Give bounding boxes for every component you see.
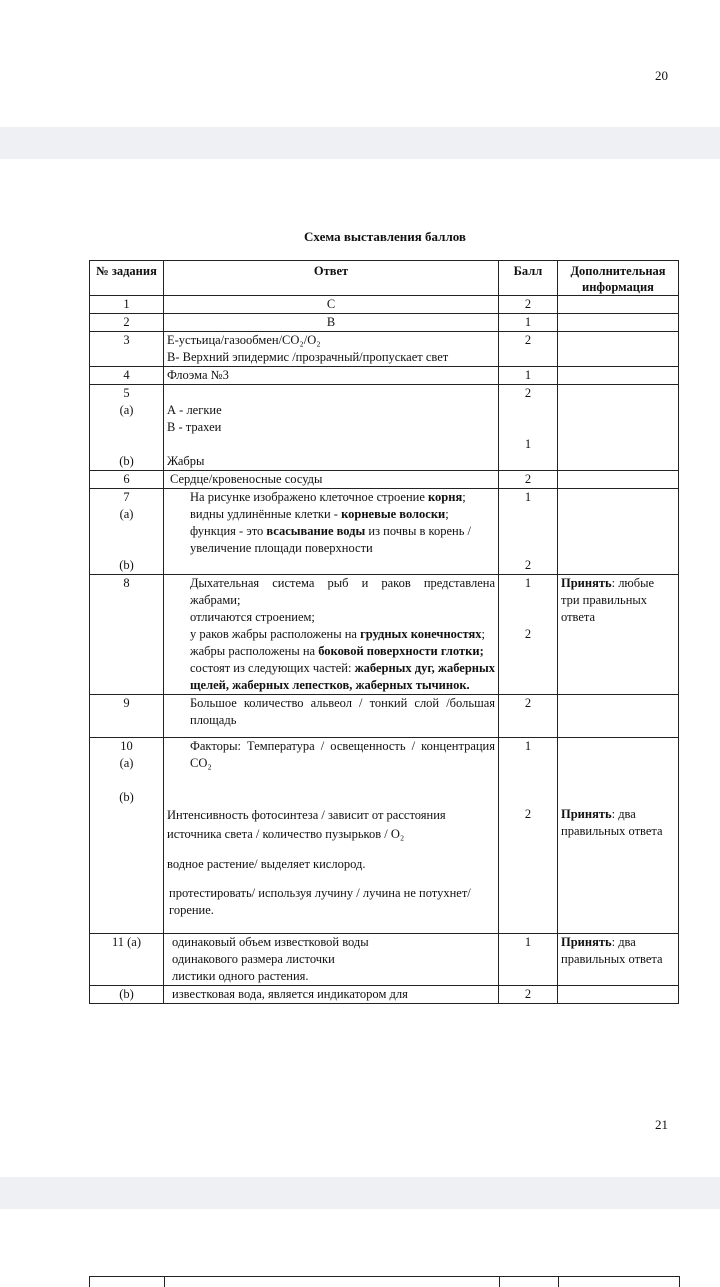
score-b: 1	[524, 437, 532, 451]
sub-label: (a)	[119, 507, 134, 521]
page-gap	[0, 127, 720, 159]
task-number: 8	[90, 575, 164, 695]
page-gap	[0, 1177, 720, 1209]
sub-label: (a)	[119, 403, 134, 417]
score-b: 2	[524, 627, 532, 641]
info-cell	[558, 986, 679, 1004]
table-row	[90, 489, 679, 575]
task-number: 2	[90, 314, 164, 332]
info-cell	[558, 332, 679, 367]
answer-line: Сердце/кровеносные сосуды	[170, 472, 323, 486]
answer-line: Е-устьица/газообмен/CO₂/O₂	[167, 333, 321, 347]
task-number: (b)	[90, 986, 164, 1004]
answer-cell	[164, 332, 499, 367]
info-cell	[558, 471, 679, 489]
table-row	[90, 367, 679, 385]
task-number	[90, 489, 164, 575]
task-number-main: 10	[120, 739, 133, 753]
answer-line: водное растение/ выделяет кислород.	[167, 857, 366, 871]
task-number	[90, 385, 164, 471]
header-task-number: № задания	[90, 261, 164, 296]
answer-line: состоят из следующих частей: жаберных дуг, жаберных щелей, жаберных лепестков, жаберных тычинок.	[190, 661, 496, 692]
answer-line: жабры расположены на боковой поверхности глотки;	[190, 644, 484, 658]
answer-line: отличаются строением;	[190, 610, 315, 624]
task-number: 6	[90, 471, 164, 489]
table-row	[90, 575, 679, 695]
answer-line: А - легкие	[167, 403, 222, 417]
table-row	[90, 385, 679, 471]
task-number: 4	[90, 367, 164, 385]
task-number-main: 5	[123, 386, 130, 400]
answer-line: видны удлинённые клетки - корневые волоски;	[190, 507, 449, 521]
task-number-main: 7	[123, 490, 130, 504]
answer-line: В - трахеи	[167, 420, 222, 434]
task-number: 1	[90, 296, 164, 314]
answer-line: Дыхательная система рыб и раков представлена жабрами;	[190, 576, 495, 607]
score-cell: 2	[499, 471, 558, 489]
sub-label: (b)	[119, 790, 134, 804]
task-number: 3	[90, 332, 164, 367]
score-cell	[499, 738, 558, 934]
score-a: 1	[524, 739, 532, 753]
score-a: 2	[524, 386, 532, 400]
answer-cell	[164, 934, 499, 986]
task-number: 11 (a)	[90, 934, 164, 986]
score-cell	[499, 489, 558, 575]
answer-cell	[164, 738, 499, 934]
answer-cell: Большое количество альвеол / тонкий слой /большая площадь	[164, 695, 499, 738]
answer-line: На рисунке изображено клеточное строение корня;	[190, 490, 466, 504]
answer-line: листики одного растения.	[172, 969, 309, 983]
answer-line: одинаковый объем известковой воды	[172, 935, 369, 949]
info-cell	[558, 695, 679, 738]
page-number-top: 20	[655, 68, 668, 83]
score-a: 1	[524, 576, 532, 590]
table-row	[90, 986, 679, 1004]
task-number	[90, 738, 164, 934]
info-cell	[558, 296, 679, 314]
score-b: 2	[524, 558, 532, 572]
answer-cell: известковая вода, является индикатором для	[164, 986, 499, 1004]
answer-line: одинакового размера листочки	[172, 952, 335, 966]
header-additional-info: Дополнительная информация	[558, 261, 679, 296]
answer-line: Интенсивность фотосинтеза / зависит от расстояния источника света / количество пузырьков / O₂	[167, 808, 446, 841]
header-answer: Ответ	[164, 261, 499, 296]
table-row	[90, 471, 679, 489]
answer-cell	[164, 385, 499, 471]
task-number: 9	[90, 695, 164, 738]
answer-cell	[164, 471, 499, 489]
answer-line: Факторы: Температура / освещенность / концентрация CO₂	[190, 739, 495, 770]
scoring-table	[89, 260, 679, 1004]
answer-cell: C	[164, 296, 499, 314]
score-b: 2	[524, 807, 532, 821]
score-cell: 2	[499, 986, 558, 1004]
sub-label: (a)	[119, 756, 134, 770]
answer-line: Жабры	[167, 454, 205, 468]
answer-line: протестировать/ используя лучину / лучина не потухнет/ горение.	[169, 886, 471, 917]
table-row	[90, 738, 679, 934]
next-page-table-edge	[89, 1276, 680, 1287]
score-a: 1	[524, 490, 532, 504]
table-row	[90, 296, 679, 314]
table-row	[90, 934, 679, 986]
sub-label: (b)	[119, 558, 134, 572]
score-cell: 1	[499, 314, 558, 332]
answer-line: у раков жабры расположены на грудных конечностях;	[190, 627, 485, 641]
info-cell: Принять: любые три правильных ответа	[558, 575, 679, 695]
answer-cell: B	[164, 314, 499, 332]
score-cell: 1	[499, 934, 558, 986]
table-row	[90, 332, 679, 367]
page-number-bottom: 21	[655, 1117, 668, 1132]
score-cell: 2	[499, 695, 558, 738]
answer-line: функция - это всасывание воды из почвы в корень / увеличение площади поверхности	[190, 524, 471, 555]
header-score: Балл	[499, 261, 558, 296]
answer-cell	[164, 575, 499, 695]
answer-cell: Флоэма №3	[164, 367, 499, 385]
info-cell	[558, 314, 679, 332]
table-header-row	[90, 261, 679, 296]
score-cell: 2	[499, 296, 558, 314]
table-row	[90, 314, 679, 332]
score-cell	[499, 575, 558, 695]
sub-label: (b)	[119, 454, 134, 468]
answer-cell	[164, 489, 499, 575]
table-title: Схема выставления баллов	[304, 229, 466, 244]
table-row	[90, 695, 679, 738]
score-cell: 1	[499, 367, 558, 385]
info-cell	[558, 489, 679, 575]
score-cell	[499, 385, 558, 471]
answer-line: В- Верхний эпидермис /прозрачный/пропускает свет	[167, 350, 449, 364]
info-cell	[558, 367, 679, 385]
info-cell: Принять: два правильных ответа	[558, 934, 679, 986]
score-cell: 2	[499, 332, 558, 367]
info-cell: Принять: два правильных ответа	[558, 738, 679, 934]
info-cell	[558, 385, 679, 471]
